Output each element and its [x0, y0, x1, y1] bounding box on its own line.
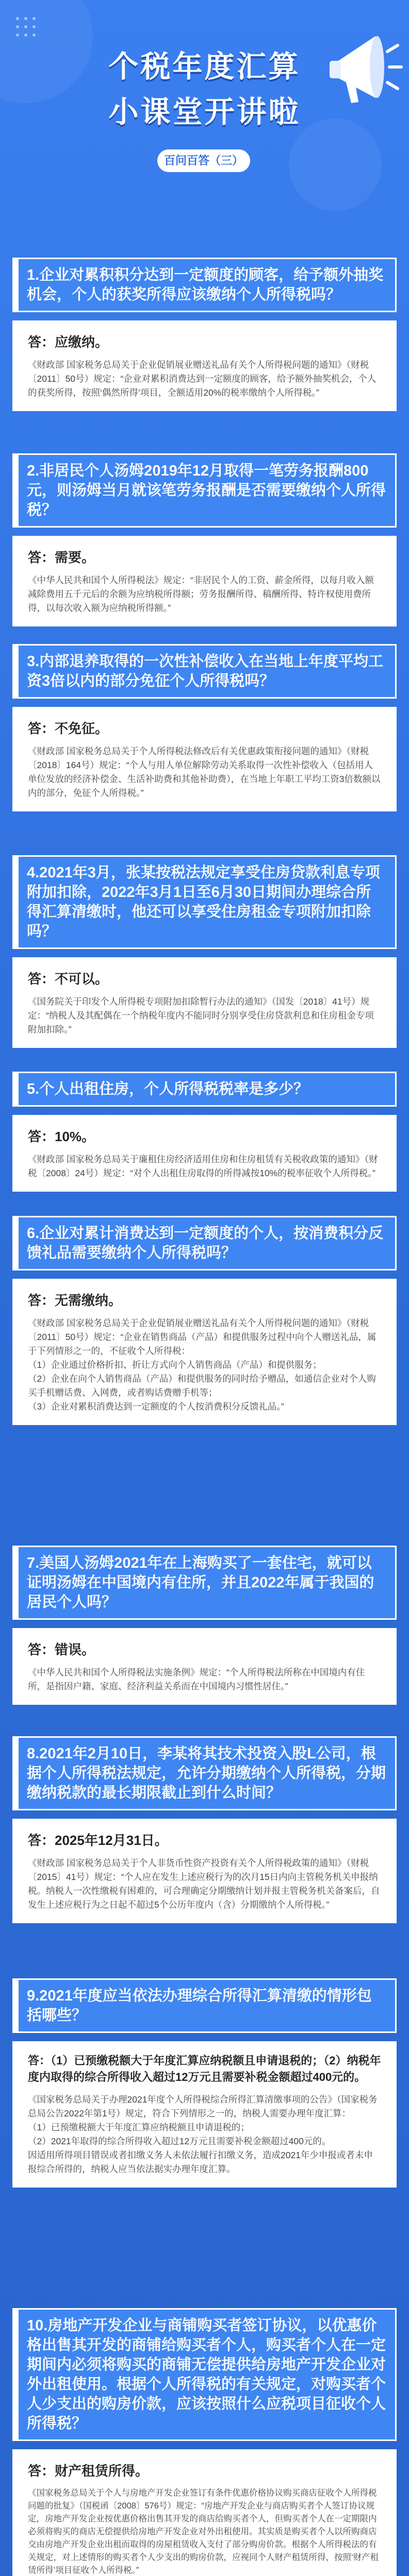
qa-item: [12, 1072, 397, 1192]
question: 2.非居民个人汤姆2019年12月取得一笔劳务报酬800元，则汤姆当月就该笔劳务报酬是否需要缴纳个人所得税？: [12, 453, 397, 528]
answer-body: 《国家税务总局关于办理2021年度个人所得税综合所得汇算清缴事项的公告》（国家税务总局公告2022年第1号）规定，符合下列情形之一的，纳税人需要办理年度汇算： （1）已预缴税额大于年度汇算应纳税额且申请退税的； （2）2021年取得的综合所得收入超过12万元且需要补税金额超过400元的。 因适用所得项目错误或者扣缴义务人未依法履行扣缴义务，造成2021年少申报或者未申报综合所得的，纳税人应当依法据实办理年度汇算。: [28, 2094, 378, 2174]
subtitle-badge: 百问百答（三）: [157, 149, 250, 172]
answer-card: [12, 320, 397, 411]
answer-label: 答：应缴纳。: [28, 334, 109, 350]
page-title-line1: 个税年度汇算: [108, 49, 301, 84]
answer-body: 《中华人民共和国个人所得税法》规定：“非居民个人的工资、薪金所得，以每月收入额减除费用五千元后的余额为应纳税所得额；劳务报酬所得、稿酬所得、特许权使用费所得，以每次收入额为应纳税所得额。”: [28, 575, 374, 613]
qa-item: [12, 453, 397, 626]
qa-item: [12, 1736, 397, 1923]
answer-label: 答：无需缴纳。: [28, 1293, 122, 1308]
answer-label: 答：不免征。: [28, 721, 109, 736]
qa-item: [12, 1216, 397, 1425]
answer-card: [12, 1279, 397, 1425]
answer-label: 答：财产租赁所得。: [28, 2463, 149, 2479]
answer-body: 《财政部 国家税务总局关于企业促销展业赠送礼品有关个人所得税问题的通知》（财税〔2011〕50号）规定：“企业对累积消费达到一定额度的顾客，给予额外抽奖机会，个人的获奖所得，按照‘偶然所得’项目，全额适用20%的税率缴纳个人所得税。”: [28, 360, 377, 398]
answer-card: [12, 1628, 397, 1705]
qa-item: [12, 1546, 397, 1705]
answer-label: 答：需要。: [28, 550, 95, 565]
question: 10.房地产开发企业与商铺购买者签订协议，以优惠价格出售其开发的商铺给购买者个人，购买者个人在一定期间内必须将购买的商铺无偿提供给房地产开发企业对外出租使用。根据个人所得税的有关规定，对购买者个人少支出的购房价款，应该按照什么应税项目征收个人所得税？: [12, 2308, 397, 2441]
answer-body: 《财政部 国家税务总局关于个人非货币性资产投资有关个人所得税政策的通知》（财税〔2015〕41号）规定：“个人应在发生上述应税行为的次月15日内向主管税务机关申报纳税。纳税人一次性缴税有困难的，可合理确定分期缴纳计划并报主管税务机关备案后，自发生上述应税行为之日起不超过5个公历年度内（含）分期缴纳个人所得税。”: [28, 1858, 380, 1910]
qa-item: [12, 1978, 397, 2188]
answer-card: [12, 536, 397, 626]
answer-label: 答：错误。: [28, 1642, 95, 1657]
qa-item: [12, 644, 397, 811]
answer-card: [12, 2449, 397, 2576]
qa-item: [12, 2308, 397, 2576]
answer-card: [12, 957, 397, 1048]
answer-body: 《财政部 国家税务总局关于廉租住房经济适用住房和住房租赁有关税收政策的通知》（财税〔2008〕24号）规定：“对个人出租住房取得的所得减按10%的税率征收个人所得税。”: [28, 1154, 378, 1178]
question: 4.2021年3月，张某按税法规定享受住房贷款利息专项附加扣除，2022年3月1日至6月30日期间办理综合所得汇算清缴时，他还可以享受住房租金专项附加扣除吗？: [12, 855, 397, 949]
dots-decoration: [14, 15, 45, 46]
header: [0, 0, 409, 206]
page-title-line2: 小课堂开讲啦: [108, 94, 301, 129]
qa-item: [12, 855, 397, 1048]
answer-body: 《财政部 国家税务总局关于个人所得税法修改后有关优惠政策衔接问题的通知》（财税〔2018〕164号）规定：“个人与用人单位解除劳动关系取得一次性补偿收入（包括用人单位发放的经济补偿金、生活补助费和其他补助费），在当地上年职工平均工资3倍数额以内的部分，免征个人所得税。”: [28, 746, 381, 798]
megaphone-icon: [326, 21, 404, 124]
answer-body: 《国家税务总局关于个人与房地产开发企业签订有条件优惠价格协议购买商店征收个人所得税问题的批复》（国税函〔2008〕576号）规定：“房地产开发企业与商店购买者个人签订协议规定，房地产开发企业按优惠价格出售其开发的商店给购买者个人，但购买者个人在一定期限内必须将购买的商店无偿提供给房地产开发企业对外出租使用。其实质是购买者个人以所购商店交由房地产开发企业出租而取得的房屋租赁收入支付了部分购房价款。根据个人所得税法的有关规定，对上述情形的购买者个人少支出的购房价款，应视同个人财产租赁所得，按照‘财产租赁所得’项目征收个人所得税。”: [28, 2488, 379, 2575]
question: 5.个人出租住房，个人所得税税率是多少？: [12, 1072, 397, 1107]
answer-label: 答：不可以。: [28, 971, 109, 987]
question: 3.内部退养取得的一次性补偿收入在当地上年度平均工资3倍以内的部分免征个人所得税吗？: [12, 644, 397, 699]
answer-body: 《财政部 国家税务总局关于企业促销展业赠送礼品有关个人所得税问题的通知》（财税〔2011〕50号）规定：“企业在销售商品（产品）和提供服务过程中向个人赠送礼品，属于下列情形之一的，不征收个人所得税： （1）企业通过价格折扣、折让方式向个人销售商品（产品）和提供服务； （2）企业在向个人销售商品（产品）和提供服务的同时给予赠品，如通信企业对个人购买手机赠话费、入网费，或者购话费赠手机等； （3）企业对累积消费达到一定额度的个人按消费积分反馈礼品。”: [28, 1318, 377, 1412]
question: 7.美国人汤姆2021年在上海购买了一套住宅，就可以证明汤姆在中国境内有住所，并且2022年属于我国的居民个人吗？: [12, 1546, 397, 1620]
decor-circle: [289, 118, 382, 211]
answer-label: 答：2025年12月31日。: [28, 1833, 168, 1848]
answer-card: [12, 1819, 397, 1923]
answer-body: 《中华人民共和国个人所得税法实施条例》规定：“个人所得税法所称在中国境内有住所，是指因户籍、家庭、经济利益关系而在中国境内习惯性居住。”: [28, 1667, 365, 1691]
answer-card: [12, 1115, 397, 1192]
question: 8.2021年2月10日，李某将其技术投资入股L公司，根据个人所得税法规定，允许分期缴纳个人所得税，分期缴纳税款的最长期限截止到什么时间？: [12, 1736, 397, 1810]
answer-body: 《国务院关于印发个人所得税专项附加扣除暂行办法的通知》（国发〔2018〕41号）规定：“纳税人及其配偶在一个纳税年度内不能同时分别享受住房贷款利息和住房租金专项附加扣除。”: [28, 996, 374, 1035]
answer-card: [12, 707, 397, 811]
answer-label: 答：（1）已预缴税额大于年度汇算应纳税额且申请退税的；（2）纳税年度内取得的综合所得收入超过12万元且需要补税金额超过400元的。: [28, 2054, 381, 2083]
qa-item: [12, 258, 397, 411]
question: 6.企业对累计消费达到一定额度的个人，按消费积分反馈礼品需要缴纳个人所得税吗？: [12, 1216, 397, 1270]
question: 9.2021年度应当依法办理综合所得汇算清缴的情形包括哪些？: [12, 1978, 397, 2033]
answer-card: [12, 2041, 397, 2188]
question: 1.企业对累积积分达到一定额度的顾客，给予额外抽奖机会，个人的获奖所得应该缴纳个人所得税吗？: [12, 258, 397, 312]
answer-label: 答：10%。: [28, 1129, 95, 1144]
